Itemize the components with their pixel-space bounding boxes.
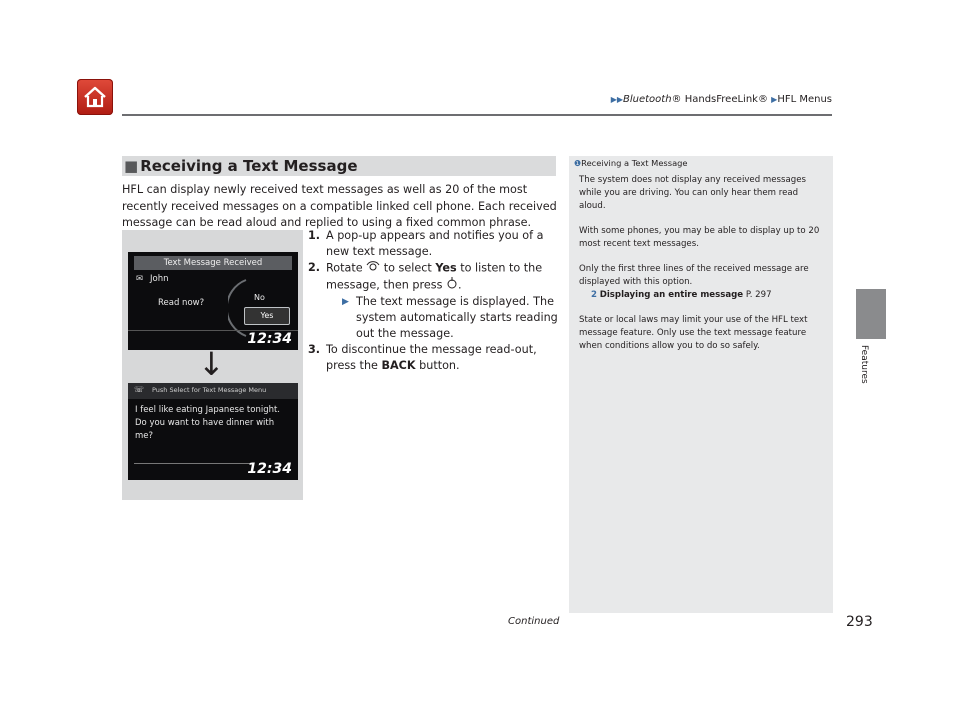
step-1	[308, 228, 563, 260]
intro-paragraph: HFL can display newly received text messages as well as 20 of the most recently received messages on a compatible linked cell phone. Each received message can be read aloud and replied to using a fixed common phrase.	[122, 183, 557, 229]
step-2-substep	[326, 294, 563, 342]
note-paragraph	[579, 263, 827, 302]
note-paragraph: State or local laws may limit your use of the HFL text message feature. Only use the text message feature when conditions allow you to do so safely.	[579, 315, 808, 351]
read-now-prompt: Read now?	[158, 298, 205, 308]
breadcrumb	[0, 94, 832, 105]
steps-list	[308, 228, 563, 374]
page-number: 293	[846, 614, 873, 630]
down-arrow-icon: ↓	[198, 345, 225, 383]
envelope-icon: ✉	[136, 274, 144, 284]
screen-divider	[134, 463, 254, 464]
step-number: 1.	[308, 229, 321, 242]
message-line-3: me?	[135, 431, 154, 441]
back-button-label: BACK	[381, 359, 416, 372]
cross-reference-icon: 2	[591, 290, 597, 300]
breadcrumb-arrow-icon: ▶▶	[610, 95, 623, 104]
step-text-pre: To discontinue the message read-out, press the	[326, 343, 537, 372]
breadcrumb-arrow-icon: ▶	[771, 95, 778, 104]
note-paragraph: The system does not display any received messages while you are driving. You can only hear them read aloud.	[579, 175, 806, 211]
no-option[interactable]: No	[254, 293, 265, 302]
side-note-body	[579, 174, 827, 365]
clock: 12:34	[247, 331, 292, 347]
message-line-2: Do you want to have dinner with	[135, 418, 275, 428]
step-text-end: .	[457, 278, 462, 292]
popup-screen	[128, 252, 298, 350]
cross-reference-label: Displaying an entire message	[599, 290, 744, 300]
step-3	[308, 342, 563, 374]
note-paragraph-text: Only the first three lines of the received message are displayed with this option.	[579, 264, 809, 287]
chapter-tab[interactable]	[856, 289, 886, 339]
breadcrumb-part-1[interactable]: Bluetooth	[623, 94, 672, 105]
cross-reference-page: P. 297	[745, 290, 772, 300]
yes-option[interactable]: Yes	[244, 307, 290, 325]
breadcrumb-part-2[interactable]: ® HandsFreeLink®	[671, 94, 768, 105]
cross-reference-link[interactable]	[591, 290, 772, 300]
voice-icon: ☏	[134, 385, 145, 394]
clock: 12:34	[247, 461, 292, 477]
chapter-tab-label: Features	[859, 345, 869, 384]
step-text: A pop-up appears and notifies you of a new text message.	[326, 229, 544, 258]
message-line-1: I feel like eating Japanese tonight.	[135, 405, 281, 415]
section-title-text: Receiving a Text Message	[140, 157, 358, 175]
side-note-title	[574, 158, 688, 168]
breadcrumb-part-3[interactable]: HFL Menus	[777, 94, 832, 105]
yes-option-label: Yes	[435, 261, 457, 275]
step-text-pre: Rotate	[326, 261, 363, 275]
step-text-post: to listen to the message, then press	[326, 261, 543, 292]
interface-dial-press-icon	[446, 277, 458, 294]
section-title	[124, 157, 358, 175]
step-2	[308, 260, 563, 342]
interface-dial-rotate-icon	[366, 260, 380, 277]
header-rule	[122, 114, 832, 116]
step-text-mid: to select	[383, 261, 432, 275]
note-ref-icon: ❶	[574, 159, 582, 168]
sender-name: John	[150, 274, 169, 284]
continued-label: Continued	[508, 616, 560, 627]
substep-text: The text message is displayed. The system automatically starts reading out the message.	[356, 295, 558, 340]
message-screen	[128, 383, 298, 480]
step-text-post: button.	[419, 359, 460, 372]
substep-arrow-icon: ▶	[342, 297, 349, 307]
popup-title: Text Message Received	[134, 256, 292, 270]
message-header: Push Select for Text Message Menu	[152, 386, 267, 394]
side-note-title-text: Receiving a Text Message	[581, 158, 688, 168]
note-paragraph: With some phones, you may be able to display up to 20 most recent text messages.	[579, 226, 820, 249]
square-bullet-icon: ■	[124, 157, 139, 175]
step-number: 2.	[308, 261, 321, 274]
step-number: 3.	[308, 343, 321, 356]
